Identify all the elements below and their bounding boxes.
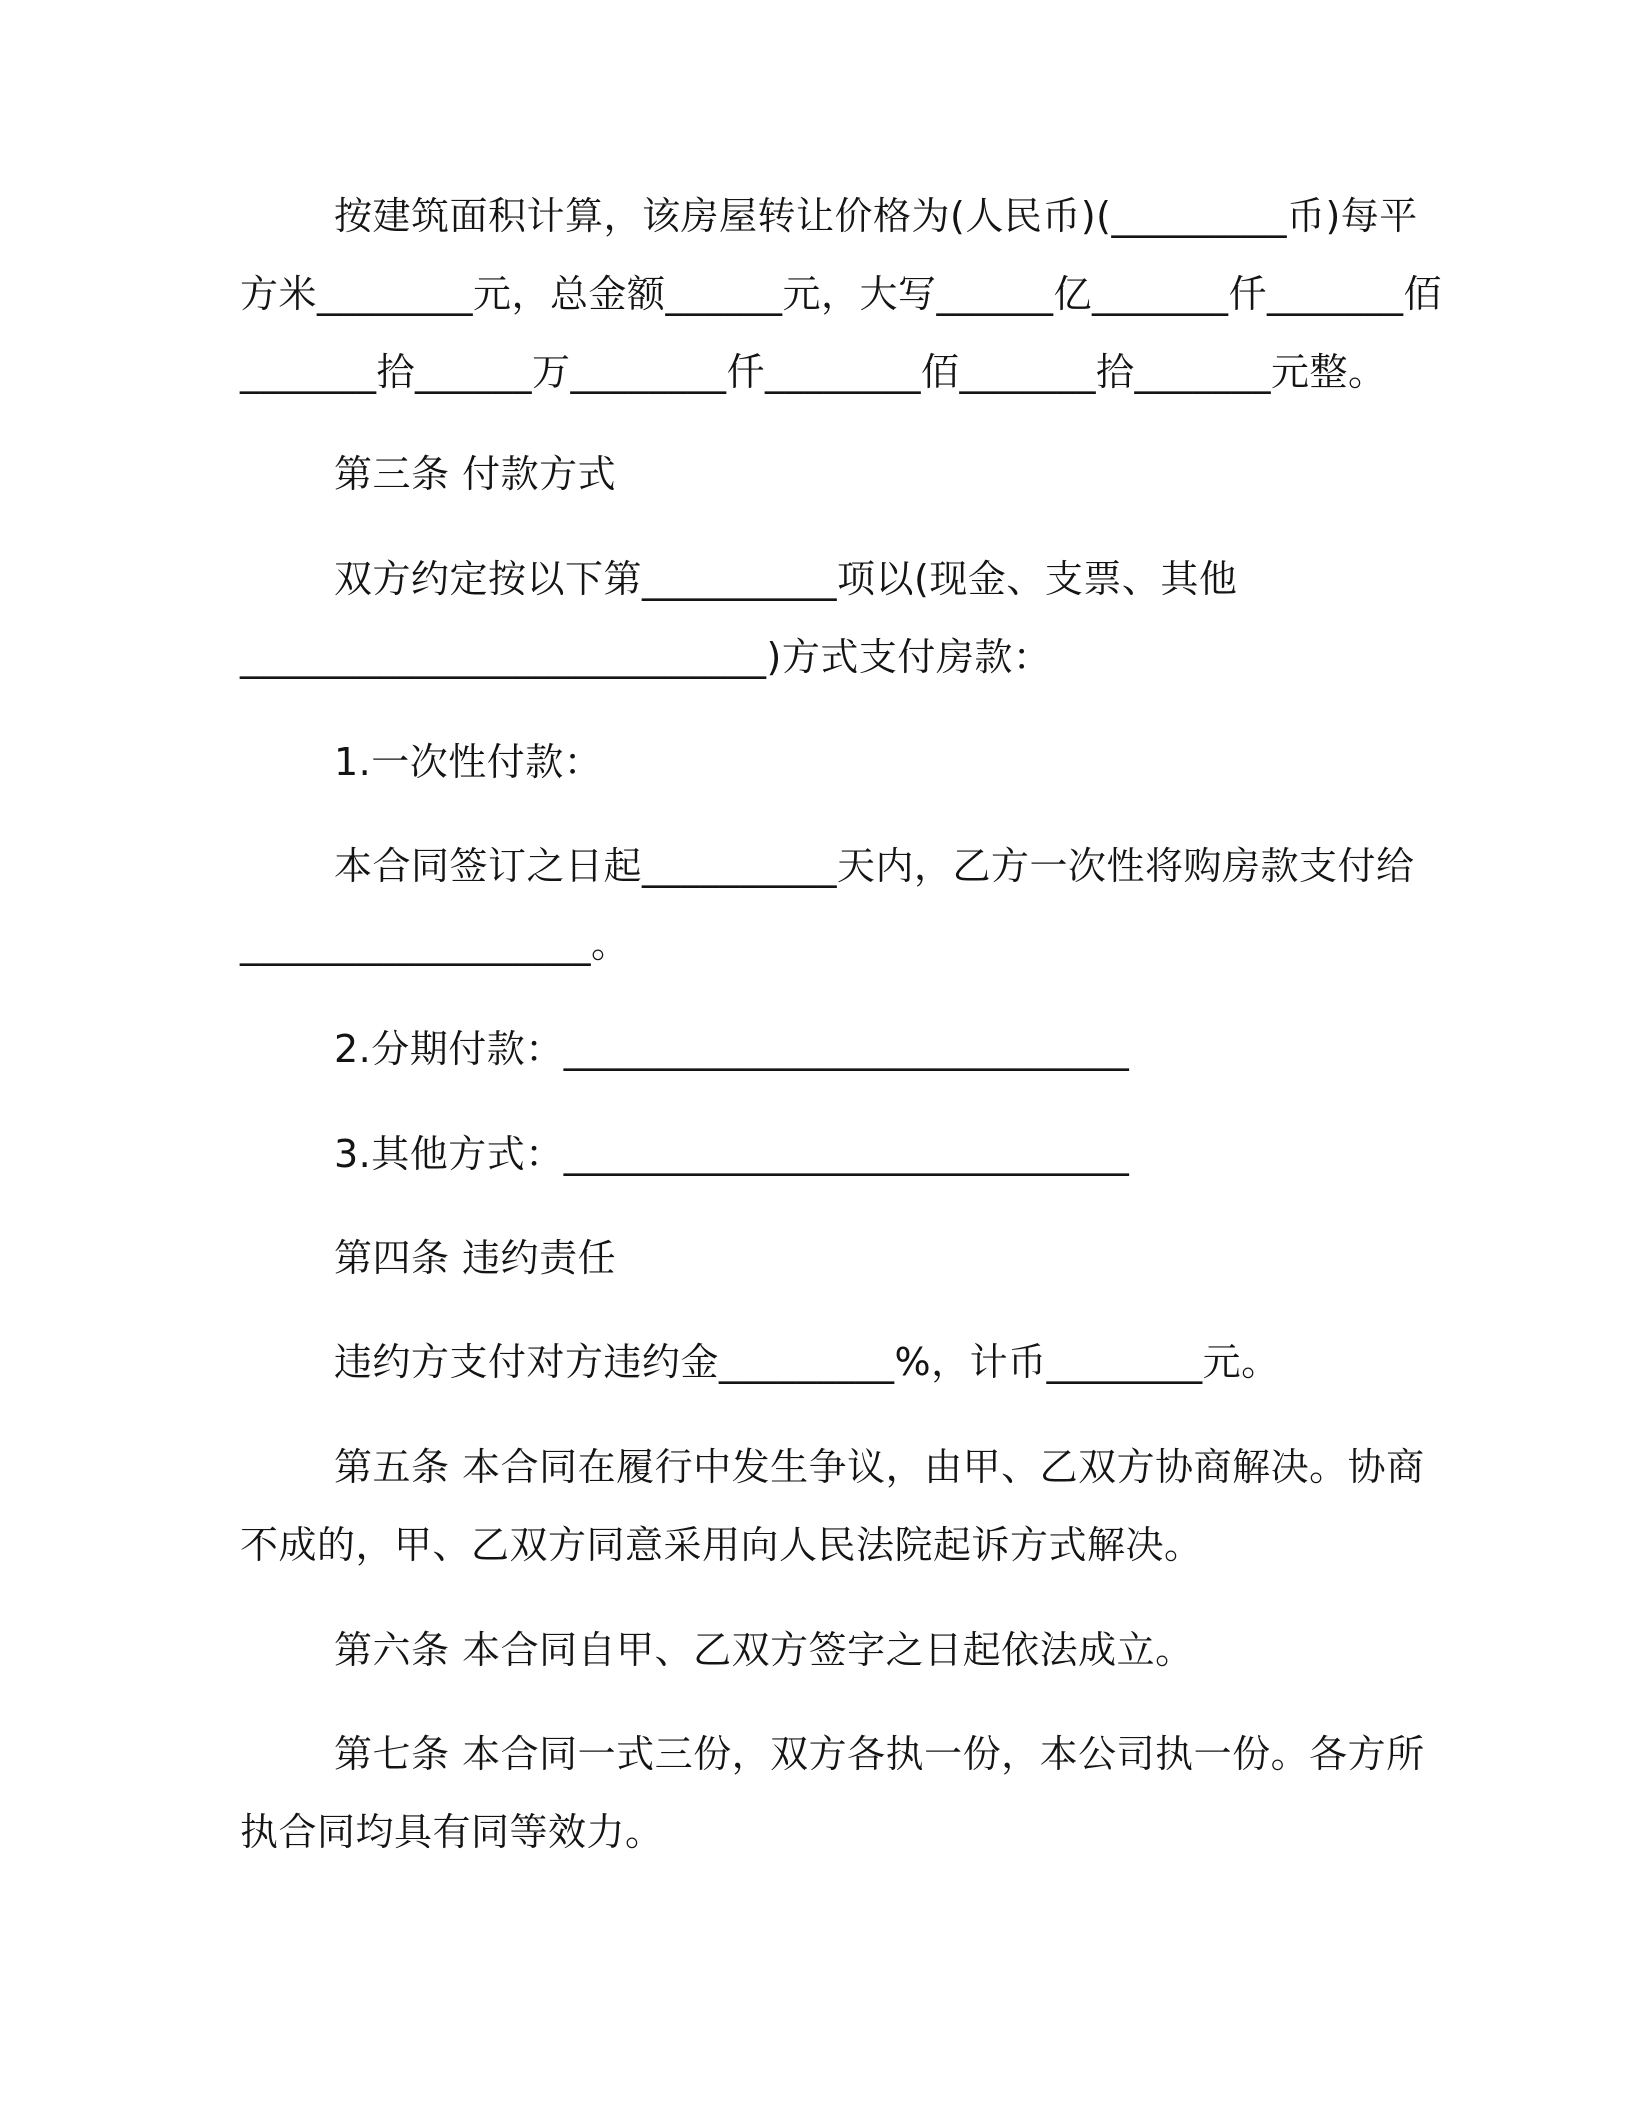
price-clause-line-2: 方米________元，总金额______元，大写______亿_______仟_______佰 (240, 272, 1443, 316)
article-5-line-2: 不成的，甲、乙双方同意采用向人民法院起诉方式解决。 (240, 1523, 1203, 1567)
payment-option-1-line-2: __________________。 (240, 922, 630, 966)
payment-option-1-line-1: 本合同签订之日起__________天内，乙方一次性将购房款支付给 (334, 844, 1415, 888)
article-4-body: 违约方支付对方违约金_________%，计币________元。 (334, 1340, 1280, 1384)
article-6: 第六条 本合同自甲、乙双方签字之日起依法成立。 (334, 1628, 1194, 1672)
article-5-line-1: 第五条 本合同在履行中发生争议，由甲、乙双方协商解决。协商 (334, 1445, 1425, 1489)
article-7-line-2: 执合同均具有同等效力。 (240, 1810, 664, 1854)
article-7-line-1: 第七条 本合同一式三份，双方各执一份，本公司执一份。各方所 (334, 1732, 1425, 1776)
price-clause-line-1: 按建筑面积计算，该房屋转让价格为(人民币)(_________币)每平 (334, 194, 1418, 238)
payment-option-2: 2.分期付款：_____________________________ (334, 1027, 1130, 1071)
article-3-intro-line-2: ___________________________)方式支付房款： (240, 635, 1052, 679)
article-3-title: 第三条 付款方式 (334, 452, 617, 496)
payment-option-3: 3.其他方式：_____________________________ (334, 1132, 1130, 1176)
article-3-intro-line-1: 双方约定按以下第__________项以(现金、支票、其他 (334, 557, 1238, 601)
payment-option-1-title: 1.一次性付款： (334, 740, 603, 784)
article-4-title: 第四条 违约责任 (334, 1236, 617, 1280)
price-clause-line-3: _______拾______万________仟________佰_______拾_______元整。 (240, 350, 1387, 394)
